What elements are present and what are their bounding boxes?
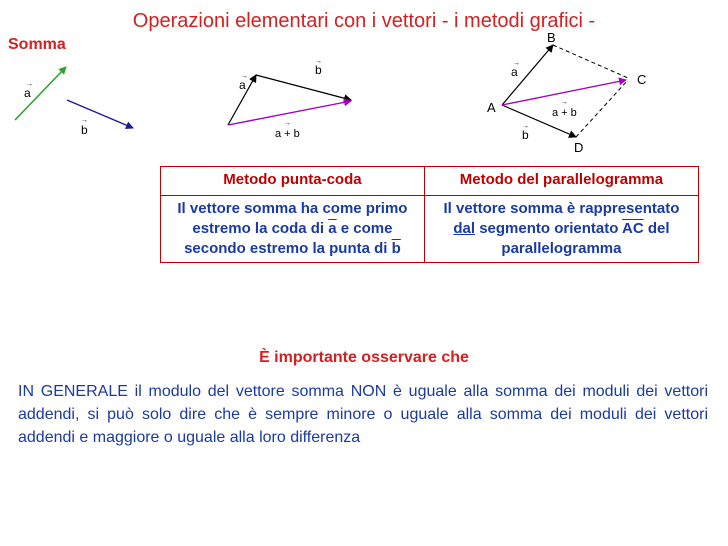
vector-a-label: a (239, 78, 246, 92)
var-b: $\overline{b}$ (391, 240, 401, 257)
vertex-d-label: D (574, 140, 584, 155)
vector-sum-arrow: → (284, 120, 291, 127)
header-punta-coda: Metodo punta-coda (161, 167, 425, 196)
var-a: $\overline{a}$ (328, 220, 337, 237)
vector-sum-label: a + b (552, 107, 577, 119)
vector-a-arrow: → (241, 73, 248, 80)
note-body: IN GENERALE il modulo del vettore somma NON è uguale alla somma dei moduli dei vettori addendi, si può solo dire che è sempre minore o uguale alla somma dei moduli dei vettori addendi e maggiore o uguale alla loro differenza (18, 383, 708, 446)
vertex-b-label: B (547, 30, 556, 45)
vector-b-arrow: → (315, 58, 322, 65)
figure-head-to-tail (228, 58, 351, 140)
figure-parallelogram (487, 30, 646, 155)
vector-b-arrow: → (81, 117, 88, 124)
var-ac: $\overline{AC}$ (622, 220, 644, 237)
vector-b-arrow: → (522, 123, 529, 130)
side-bc (553, 45, 628, 78)
vector-a-arrow: → (513, 60, 520, 67)
note-title: È importante osservare che (259, 349, 469, 366)
vector-b-label: b (81, 123, 88, 137)
vector-b (67, 100, 133, 128)
table-row (161, 196, 699, 263)
desc-text: Il vettore somma ha come primo estremo la coda di (177, 200, 408, 237)
vector-sum-label: a + b (275, 128, 300, 140)
section-title: Somma (8, 36, 66, 53)
desc-link[interactable]: dal (453, 220, 476, 237)
vector-a (15, 67, 66, 120)
vector-b-label: b (522, 128, 529, 142)
desc-text: e come secondo estremo la punta di (184, 220, 393, 257)
vector-a-label: a (24, 86, 31, 100)
desc-parallelogramma (424, 196, 698, 263)
desc-text: segmento orientato (475, 220, 622, 237)
vector-figures (0, 0, 728, 166)
vector-b (256, 75, 351, 100)
vector-a-arrow: → (26, 81, 33, 88)
vertex-c-label: C (637, 72, 647, 87)
methods-table (160, 166, 699, 263)
desc-text: del parallelogramma (501, 220, 670, 257)
vertex-a-label: A (487, 100, 496, 115)
page-title: Operazioni elementari con i vettori - i metodi grafici - (132, 10, 596, 32)
vector-a-label: a (511, 65, 518, 79)
vector-b-label: b (315, 63, 322, 77)
desc-punta-coda (161, 196, 425, 263)
desc-text: Il vettore somma è rappresentato (443, 200, 680, 217)
table-header-row (161, 167, 699, 196)
vector-sum-arrow: → (561, 99, 568, 106)
header-parallelogramma: Metodo del parallelogramma (424, 167, 698, 196)
figure-separate-vectors (15, 67, 133, 137)
